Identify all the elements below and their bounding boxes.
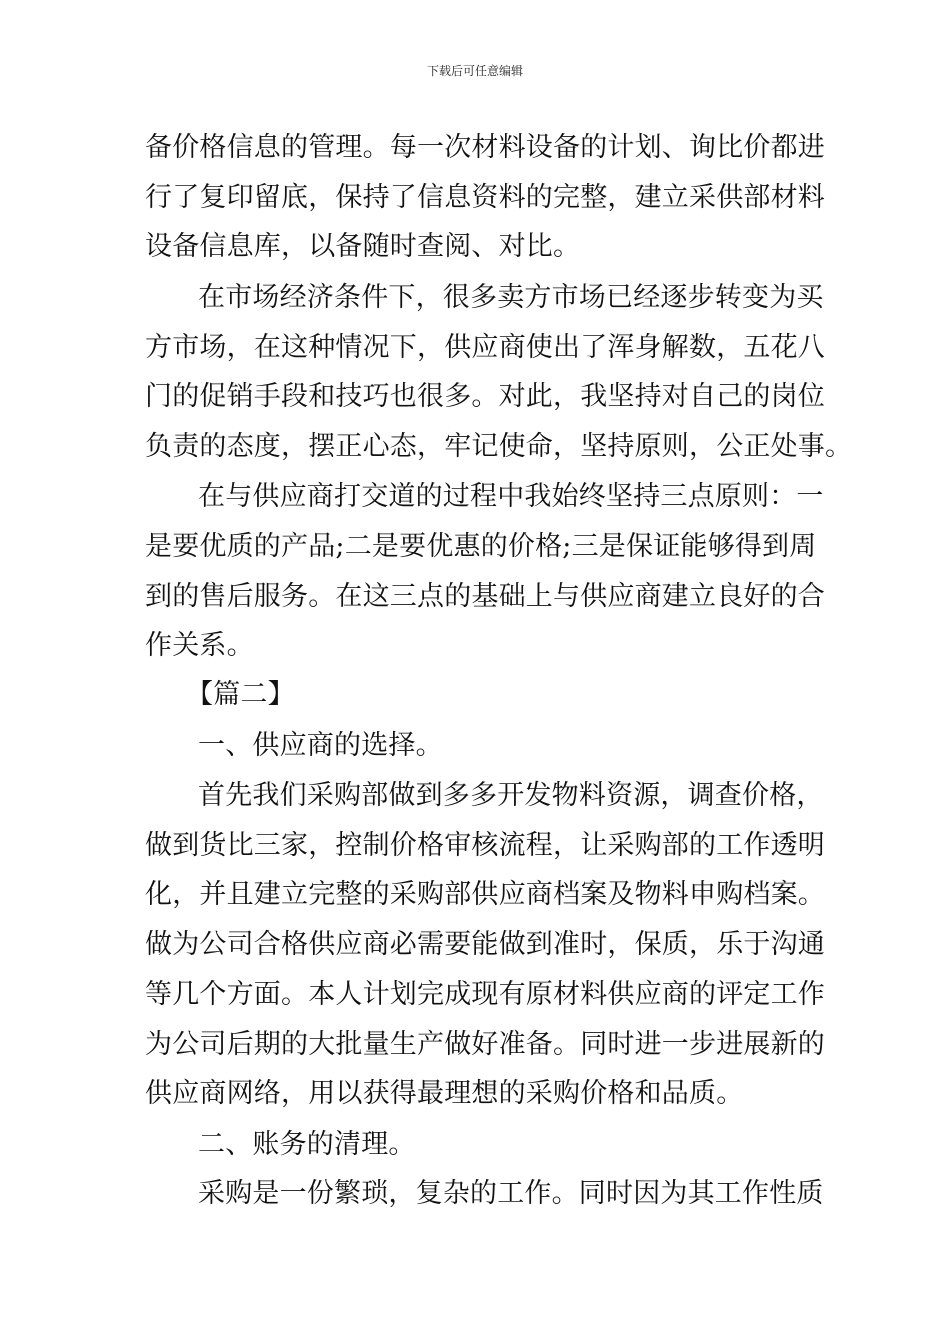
paragraph-line: 负责的态度，摆正心态，牢记使命，坚持原则，公正处事。 bbox=[145, 431, 853, 462]
paragraph-line: 首先我们采购部做到多多开发物料资源，调查价格， bbox=[198, 780, 824, 811]
paragraph-line: 等几个方面。本人计划完成现有原材料供应商的评定工作 bbox=[145, 979, 825, 1010]
paragraph-line: 方市场，在这种情况下，供应商使出了浑身解数，五花八 bbox=[145, 332, 825, 363]
paragraph-line: 是要优质的产品;二是要优惠的价格;三是保证能够得到周 bbox=[145, 531, 817, 562]
paragraph-line: 做到货比三家，控制价格审核流程，让采购部的工作透明 bbox=[145, 830, 825, 861]
section-heading: 二、账务的清理。 bbox=[198, 1129, 416, 1160]
paragraph-line: 供应商网络，用以获得最理想的采购价格和品质。 bbox=[145, 1078, 744, 1109]
section-title: 【篇二】 bbox=[186, 679, 295, 710]
paragraph-line: 到的售后服务。在这三点的基础上与供应商建立良好的合 bbox=[145, 581, 825, 612]
paragraph-line: 在市场经济条件下，很多卖方市场已经逐步转变为买 bbox=[198, 282, 824, 313]
paragraph-line: 做为公司合格供应商必需要能做到准时，保质，乐于沟通 bbox=[145, 929, 825, 960]
paragraph-line: 为公司后期的大批量生产做好准备。同时进一步进展新的 bbox=[145, 1029, 825, 1060]
paragraph-line: 备价格信息的管理。每一次材料设备的计划、询比价都进 bbox=[145, 132, 825, 163]
paragraph-line: 作关系。 bbox=[145, 630, 254, 661]
paragraph-line: 采购是一份繁琐，复杂的工作。同时因为其工作性质 bbox=[198, 1178, 824, 1209]
page-header-note: 下载后可任意编辑 bbox=[426, 64, 523, 78]
paragraph-line: 行了复印留底，保持了信息资料的完整，建立采供部材料 bbox=[145, 182, 825, 213]
section-heading: 一、供应商的选择。 bbox=[198, 730, 443, 761]
paragraph-line: 门的促销手段和技巧也很多。对此，我坚持对自己的岗位 bbox=[145, 381, 825, 412]
paragraph-line: 在与供应商打交道的过程中我始终坚持三点原则：一 bbox=[198, 481, 824, 512]
paragraph-line: 设备信息库，以备随时查阅、对比。 bbox=[145, 231, 581, 262]
paragraph-line: 化，并且建立完整的采购部供应商档案及物料申购档案。 bbox=[145, 879, 825, 910]
